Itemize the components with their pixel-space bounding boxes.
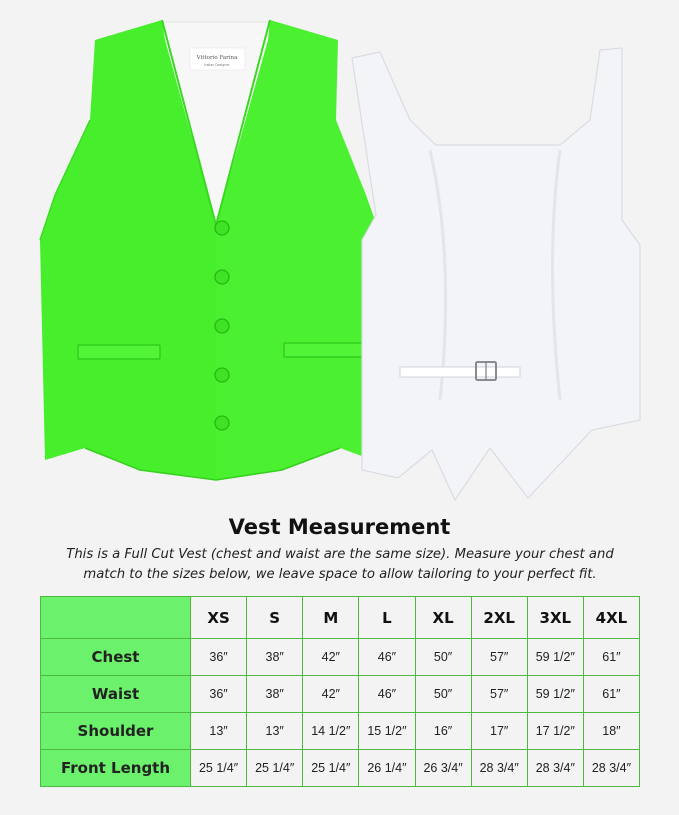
table-cell: 15 1/2″ xyxy=(359,713,415,750)
table-cell: 42″ xyxy=(303,676,359,713)
size-header: S xyxy=(247,597,303,639)
table-cell: 57″ xyxy=(471,676,527,713)
table-cell: 57″ xyxy=(471,639,527,676)
table-cell: 36″ xyxy=(191,639,247,676)
table-row xyxy=(41,713,640,750)
size-header: XS xyxy=(191,597,247,639)
size-table xyxy=(40,596,640,787)
table-cell: 50″ xyxy=(415,676,471,713)
table-row xyxy=(41,676,640,713)
table-cell: 28 3/4″ xyxy=(583,750,639,787)
row-label: Waist xyxy=(41,676,191,713)
page-title: Vest Measurement xyxy=(228,515,451,539)
table-cell: 13″ xyxy=(247,713,303,750)
table-cell: 46″ xyxy=(359,639,415,676)
row-label: Front Length xyxy=(41,750,191,787)
table-cell: 25 1/4″ xyxy=(191,750,247,787)
table-cell: 13″ xyxy=(191,713,247,750)
table-cell: 61″ xyxy=(583,676,639,713)
vest-button xyxy=(215,270,229,284)
table-cell: 14 1/2″ xyxy=(303,713,359,750)
corner-cell xyxy=(41,597,191,639)
table-cell: 42″ xyxy=(303,639,359,676)
subtitle xyxy=(40,545,640,585)
subtitle-line: This is a Full Cut Vest (chest and waist are the same size). Measure your chest and xyxy=(66,547,614,562)
table-cell: 38″ xyxy=(247,639,303,676)
table-cell: 28 3/4″ xyxy=(527,750,583,787)
vest-button xyxy=(215,368,229,382)
table-cell: 36″ xyxy=(191,676,247,713)
table-cell: 38″ xyxy=(247,676,303,713)
table-cell: 28 3/4″ xyxy=(471,750,527,787)
table-cell: 16″ xyxy=(415,713,471,750)
subtitle-line: match to the sizes below, we leave space to allow tailoring to your perfect fit. xyxy=(83,567,597,582)
table-cell: 59 1/2″ xyxy=(527,676,583,713)
table-cell: 46″ xyxy=(359,676,415,713)
vest-button xyxy=(215,221,229,235)
label-subtext: Italian Designer xyxy=(204,63,230,67)
vest-button xyxy=(215,416,229,430)
size-header: 2XL xyxy=(471,597,527,639)
size-header: M xyxy=(303,597,359,639)
table-cell: 61″ xyxy=(583,639,639,676)
size-header: L xyxy=(359,597,415,639)
label-text: Vittorio Farina xyxy=(196,55,238,61)
table-row xyxy=(41,750,640,787)
table-row xyxy=(41,639,640,676)
table-cell: 17 1/2″ xyxy=(527,713,583,750)
table-cell: 18″ xyxy=(583,713,639,750)
vest-button xyxy=(215,319,229,333)
size-header: 4XL xyxy=(583,597,639,639)
row-label: Shoulder xyxy=(41,713,191,750)
table-cell: 59 1/2″ xyxy=(527,639,583,676)
table-cell: 50″ xyxy=(415,639,471,676)
table-cell: 25 1/4″ xyxy=(247,750,303,787)
table-cell: 26 1/4″ xyxy=(359,750,415,787)
table-cell: 25 1/4″ xyxy=(303,750,359,787)
table-cell: 17″ xyxy=(471,713,527,750)
size-header: 3XL xyxy=(527,597,583,639)
size-header-row xyxy=(41,597,640,639)
row-label: Chest xyxy=(41,639,191,676)
size-header: XL xyxy=(415,597,471,639)
table-cell: 26 3/4″ xyxy=(415,750,471,787)
